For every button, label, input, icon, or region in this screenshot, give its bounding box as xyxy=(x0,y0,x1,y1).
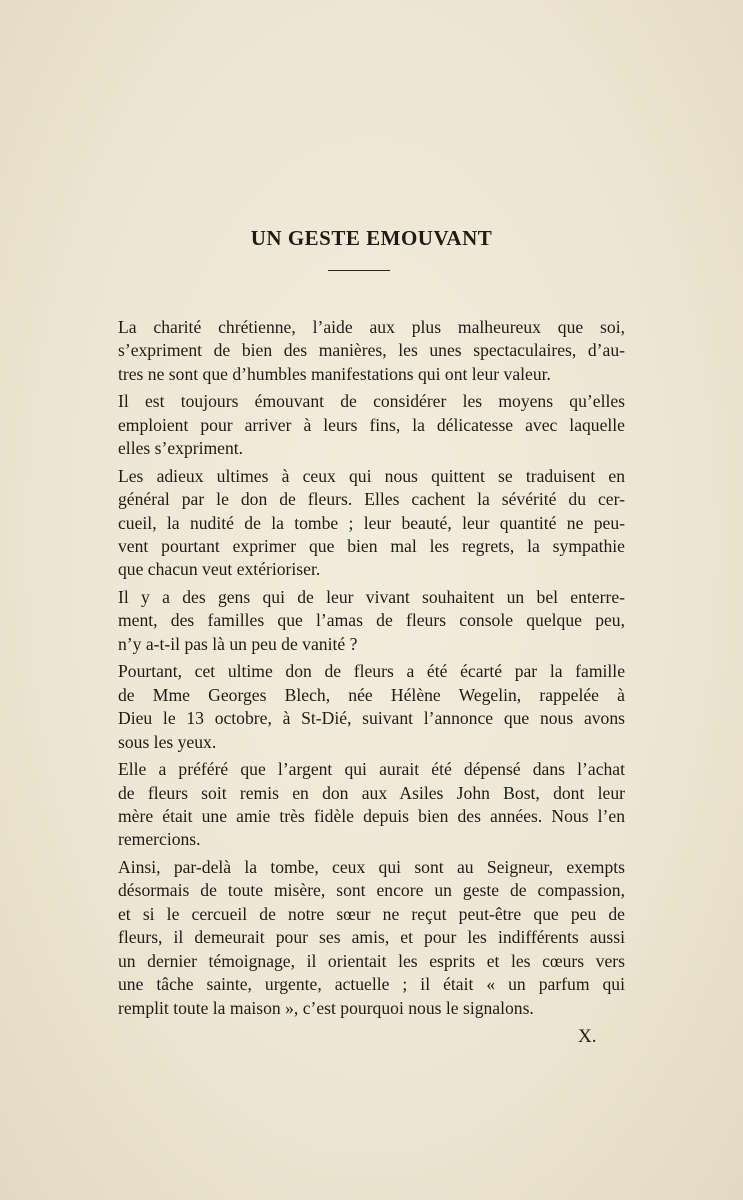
text-line: n’y a-t-il pas là un peu de vanité ? xyxy=(118,633,358,654)
article-title: UN GESTE EMOUVANT xyxy=(250,226,493,250)
text-line: s’expriment de bien des manières, les unes spectaculaires, d’au- xyxy=(118,340,625,361)
text-line: Les adieux ultimes à ceux qui nous quittent se traduisent en xyxy=(118,465,625,486)
text-line: vent pourtant exprimer que bien mal les regrets, la sympathie xyxy=(118,536,625,557)
text-line: Il y a des gens qui de leur vivant souhaitent un bel enterre- xyxy=(118,587,625,608)
text-line: tres ne sont que d’humbles manifestations qui ont leur valeur. xyxy=(118,363,551,384)
text-line: désormais de toute misère, sont encore un geste de compassion, xyxy=(118,880,625,901)
paragraph xyxy=(118,660,625,754)
text-line: Il est toujours émouvant de considérer les moyens qu’elles xyxy=(118,391,625,412)
paragraph xyxy=(118,758,625,852)
text-line: de fleurs soit remis en don aux Asiles John Bost, dont leur xyxy=(118,782,625,803)
text-line: cueil, la nudité de la tombe ; leur beauté, leur quantité ne peu- xyxy=(118,512,625,533)
article-body xyxy=(118,316,625,1024)
text-line: de Mme Georges Blech, née Hélène Wegelin, rappelée à xyxy=(118,684,625,705)
text-line: remplit toute la maison », c’est pourquoi nous le signalons. xyxy=(118,997,534,1018)
text-line: elles s’expriment. xyxy=(118,438,244,459)
text-line: sous les yeux. xyxy=(118,731,217,752)
text-line: une tâche sainte, urgente, actuelle ; il était « un parfum qui xyxy=(118,974,625,995)
text-line: ment, des familles que l’amas de fleurs console quelque peu, xyxy=(118,610,625,631)
title-divider xyxy=(328,270,390,271)
text-line: La charité chrétienne, l’aide aux plus malheureux que soi, xyxy=(118,317,625,337)
paragraph xyxy=(118,465,625,582)
text-line: que chacun veut extérioriser. xyxy=(118,559,321,580)
paragraph xyxy=(118,390,625,460)
text-line: et si le cercueil de notre sœur ne reçut peut-être que peu de xyxy=(118,903,625,924)
text-line: général par le don de fleurs. Elles cachent la sévérité du cer- xyxy=(118,489,625,510)
text-line: Dieu le 13 octobre, à St-Dié, suivant l’annonce que nous avons xyxy=(118,708,625,729)
text-line: remercions. xyxy=(118,829,201,850)
text-line: Ainsi, par-delà la tombe, ceux qui sont au Seigneur, exempts xyxy=(118,857,625,878)
text-line: fleurs, il demeurait pour ses amis, et pour les indifférents aussi xyxy=(118,927,625,948)
text-line: mère était une amie très fidèle depuis bien des années. Nous l’en xyxy=(118,806,625,827)
text-line: emploient pour arriver à leurs fins, la délicatesse avec laquelle xyxy=(118,414,625,435)
text-line: Pourtant, cet ultime don de fleurs a été écarté par la famille xyxy=(118,661,625,682)
paragraph xyxy=(118,586,625,656)
text-line: un dernier témoignage, il orientait les esprits et les cœurs vers xyxy=(118,950,625,971)
signature: X. xyxy=(578,1026,597,1047)
text-line: Elle a préféré que l’argent qui aurait été dépensé dans l’achat xyxy=(118,759,625,780)
paragraph xyxy=(118,316,625,386)
paragraph xyxy=(118,856,625,1020)
